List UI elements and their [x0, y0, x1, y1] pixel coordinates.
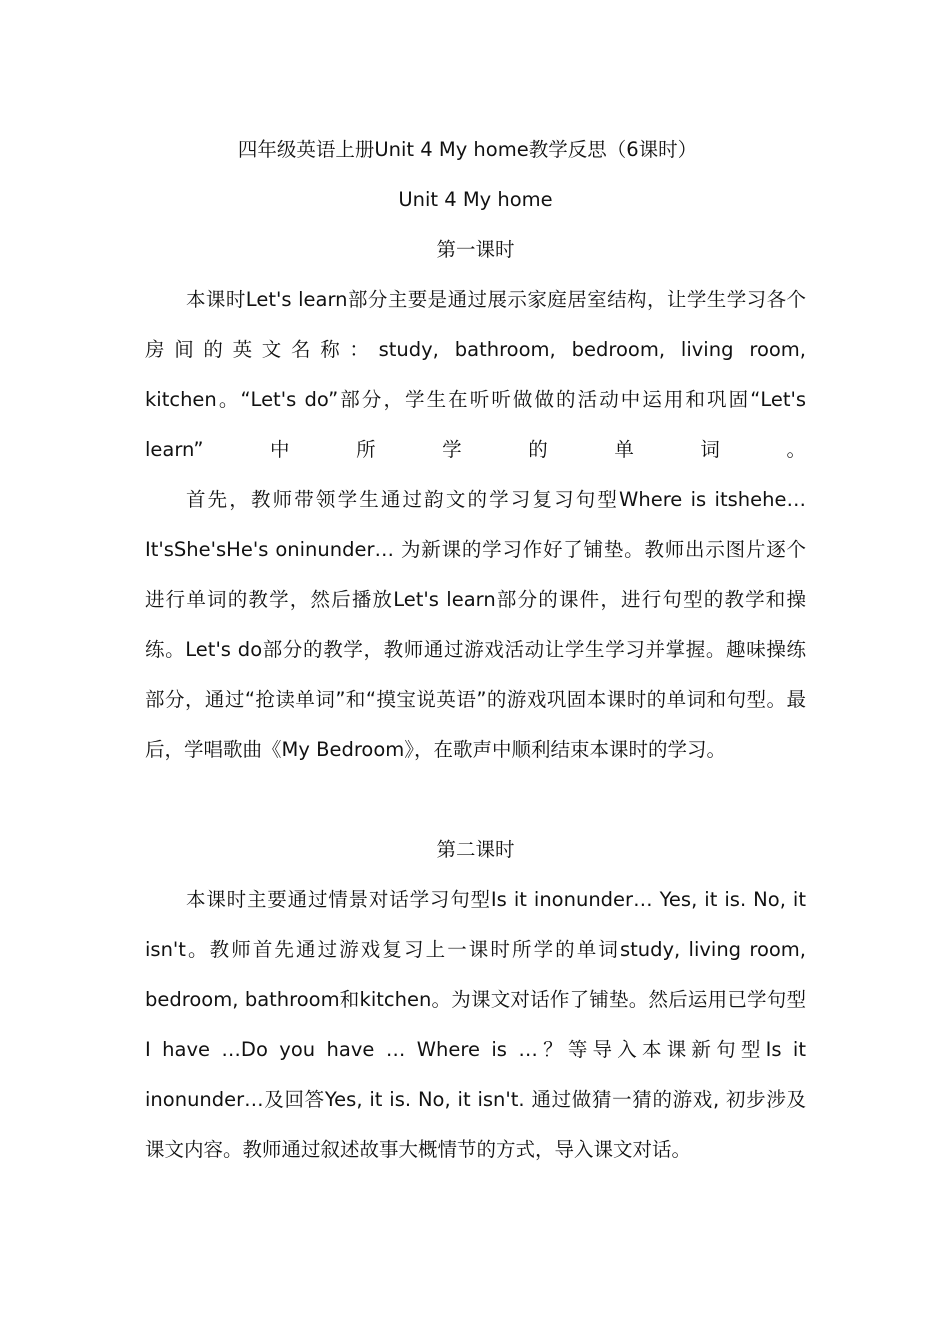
unit-heading: Unit 4 My home	[398, 188, 553, 211]
section-gap	[145, 775, 806, 825]
section-heading-lesson-1: 第一课时	[436, 238, 515, 261]
paragraph: 本课时主要通过情景对话学习句型Is it inonunder… Yes, it is. No, it isn't。教师首先通过游戏复习上一课时所学的单词study, living room, bedroom, bathroom和kitchen。为课文对话作了铺垫。然后运用已学句型I have …Do you have … Where is …？等导入本课新句型Is it inonunder…及回答Yes, it is. No, it isn't. 通过做猜一猜的游戏, 初步涉及课文内容。教师通过叙述故事大概情节的方式，导入课文对话。	[145, 888, 806, 1161]
paragraph: 首先，教师带领学生通过韵文的学习复习句型Where is itshehe… It'sShe'sHe's oninunder… 为新课的学习作好了铺垫。教师出示图片逐个进行单词的教学，然后播放Let's learn部分的课件，进行句型的教学和操练。Let's do部分的教学，教师通过游戏活动让学生学习并掌握。趣味操练部分，通过“抢读单词”和“摸宝说英语”的游戏巩固本课时的单词和句型。最后，学唱歌曲《My Bedroom》，在歌声中顺利结束本课时的学习。	[145, 488, 806, 761]
document-title: 四年级英语上册Unit 4 My home教学反思（6课时）	[237, 138, 698, 161]
paragraph: 本课时Let's learn部分主要是通过展示家庭居室结构，让学生学习各个房间的英文名称：study, bathroom, bedroom, living room, kitchen。“Let's do”部分，学生在听听做做的活动中运用和巩固“Let's learn”中所学的单词。	[145, 288, 806, 461]
document-page	[145, 125, 806, 1175]
section-heading-lesson-2: 第二课时	[436, 838, 515, 861]
